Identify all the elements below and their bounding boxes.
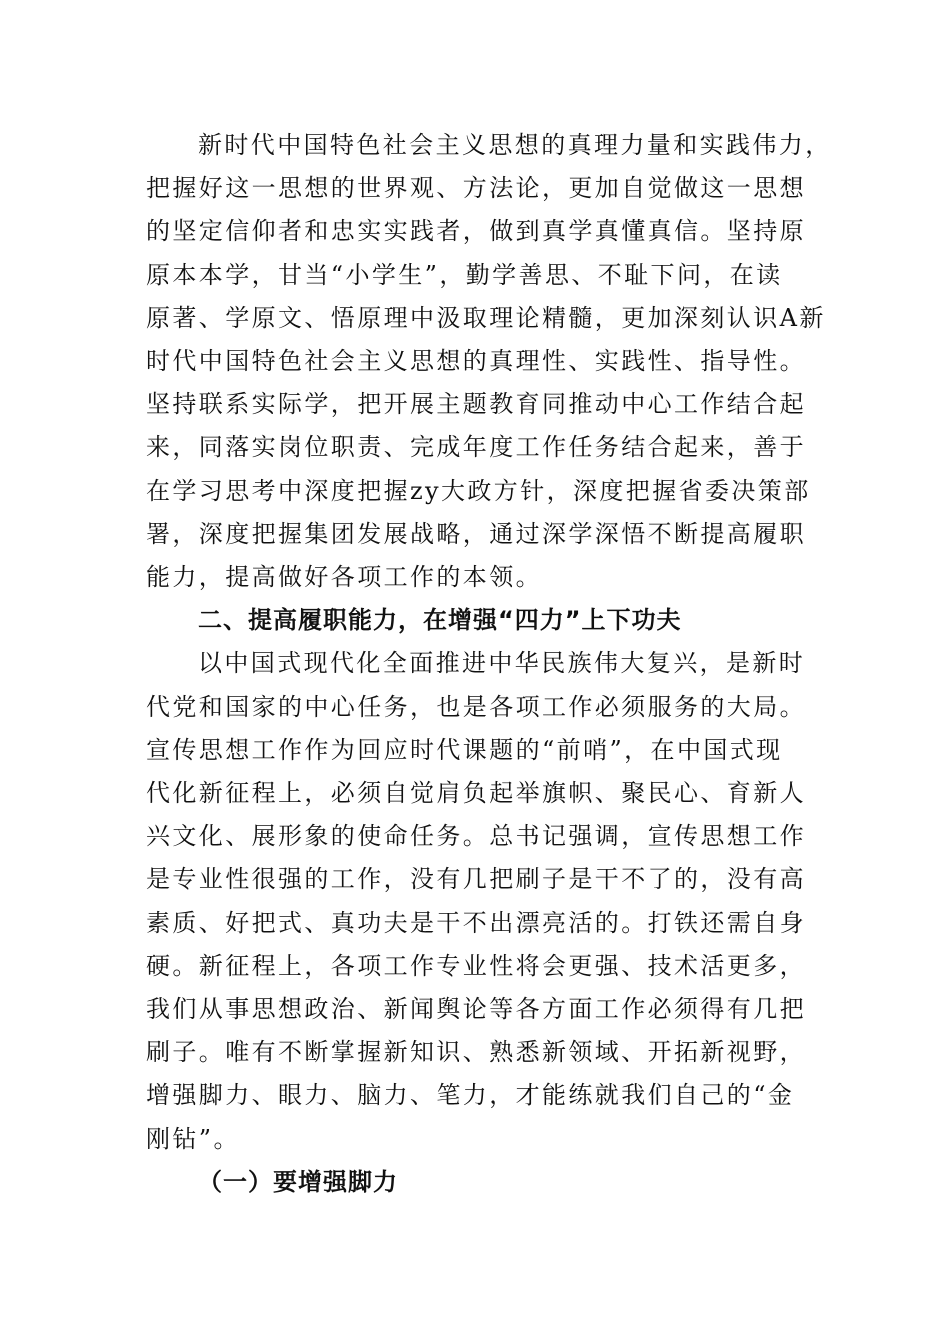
text-line: 坚持联系实际学，把开展主题教育同推动中心工作结合起 — [146, 390, 806, 419]
text-line: 素质、好把式、真功夫是干不出漂亮活的。打铁还需自身 — [146, 908, 806, 937]
text-line: 把握好这一思想的世界观、方法论，更加自觉做这一思想 — [146, 174, 806, 203]
text-line: 以中国式现代化全面推进中华民族伟大复兴，是新时 — [198, 649, 806, 678]
text-line: 的坚定信仰者和忠实实践者，做到真学真懂真信。坚持原 — [146, 217, 806, 246]
section-heading-2: 二、提高履职能力，在增强“四力”上下功夫 — [198, 606, 682, 635]
text-line: 硬。新征程上，各项工作专业性将会更强、技术活更多， — [146, 951, 806, 980]
text-line: 时代中国特色社会主义思想的真理性、实践性、指导性。 — [146, 347, 806, 376]
text-line: 兴文化、展形象的使命任务。总书记强调，宣传思想工作 — [146, 822, 806, 851]
text-line: 代化新征程上，必须自觉肩负起举旗帜、聚民心、育新人 — [146, 779, 806, 808]
paragraph-body-2 — [146, 642, 808, 1160]
text-line: 代党和国家的中心任务，也是各项工作必须服务的大局。 — [146, 692, 806, 721]
text-line: 宣传思想工作作为回应时代课题的“前哨”，在中国式现 — [146, 735, 783, 764]
subsection-heading-1: （一）要增强脚力 — [198, 1167, 398, 1196]
text-line: 新时代中国特色社会主义思想的真理力量和实践伟力， — [198, 131, 832, 159]
text-line: 能力，提高做好各项工作的本领。 — [146, 563, 542, 592]
text-line: 署，深度把握集团发展战略，通过深学深悟不断提高履职 — [146, 519, 806, 548]
text-line: 在学习思考中深度把握zy大政方针，深度把握省委决策部 — [146, 476, 811, 505]
text-line: 是专业性很强的工作，没有几把刷子是干不了的，没有高 — [146, 865, 806, 894]
text-line: 刚钻”。 — [146, 1124, 240, 1153]
text-line: 原著、学原文、悟原理中汲取理论精髓，更加深刻认识A新 — [146, 303, 826, 332]
text-line: 增强脚力、眼力、脑力、笔力，才能练就我们自己的“金 — [146, 1081, 795, 1110]
text-line: 原本本学，甘当“小学生”，勤学善思、不耻下问，在读 — [146, 260, 783, 289]
text-line: 我们从事思想政治、新闻舆论等各方面工作必须得有几把 — [146, 995, 806, 1024]
paragraph-body-1 — [146, 124, 832, 599]
text-line: 来，同落实岗位职责、完成年度工作任务结合起来，善于 — [146, 433, 806, 462]
document-page — [146, 124, 832, 1204]
text-line: 刷子。唯有不断掌握新知识、熟悉新领域、开拓新视野， — [146, 1038, 806, 1067]
